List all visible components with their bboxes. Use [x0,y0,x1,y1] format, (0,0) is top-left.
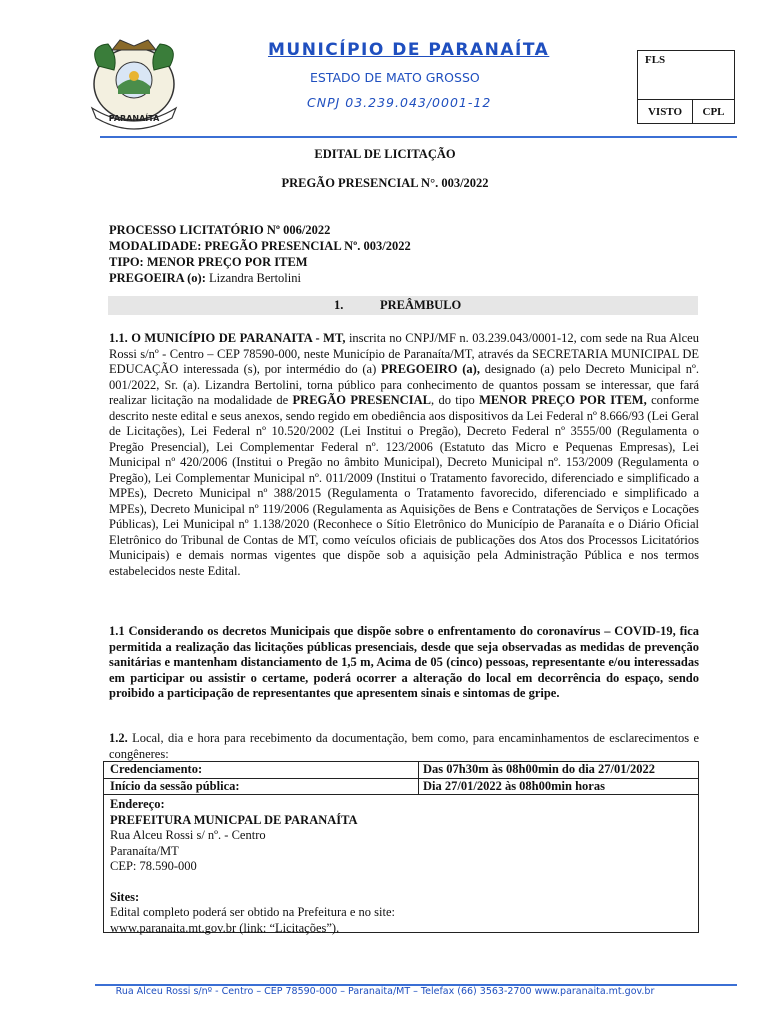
document-subtitle: PREGÃO PRESENCIAL N°. 003/2022 [281,176,489,190]
preamble-heading [108,296,698,315]
p1-text-g: conforme descrito neste edital e seus anexos, sendo regido em obediência aos dispositivos da Lei Federal nº 8.666/93 (Lei Geral de Licitações), Lei Federal nº 10.520/2002 (Lei Institui o Pregão), Decreto Federal nº 3555/00 (Regulamenta o Pregão Presencial), Lei Complementar Federal nº. 123/2006 (Estatuto das Micro e Pequenas Empresas), Lei Municipal nº 420/2006 (Institui o Pregão no âmbito Municipal), Decreto Municipal nº. 153/2009 (Regulamenta o Pregão), Lei Complementar Municipal nº. 011/2009 (Institui o Tratamento favorecido, diferenciado e simplificado a MPEs), Decreto Municipal nº 388/2015 (Regulamenta o Tratamento favorecido, diferenciado e simplificado a MPEs), Decreto Municipal nº 119/2006 (Regulamenta as Aquisições de Bens e Contratações de Serviços e Locações Públicas), Lei Municipal nº 1.138/2020 (Reconhece o Sítio Eletrônico do Município de Paranaíta e o Diário Oficial Eletrônico do Tribunal de Contas de MT, como veículos oficiais de publicações dos Atos dos Processos Licitatórios Municipais) e demais normas vigentes que dispõe sob a aquisição pela Administração Pública e nos termos estabelecidos neste Edital. [109,393,699,578]
address-line: Paranaíta/MT [110,843,179,858]
stamp-visto-label: VISTO [638,100,693,123]
sites-label: Sites: [110,889,140,904]
p1-lead: 1.1. O MUNICÍPIO DE PARANAITA - MT, [109,331,346,345]
header-divider [100,136,737,138]
p1-text-c: designado (a) pelo Decreto Municipal nº. 001/2022, Sr. (a). Lizandra Bertolini, torna público para conhecimento de quantos possam se interessar, que fará realizar licitação na modalidade de [109,362,699,407]
p1-modality: PREGÃO PRESENCIAL [292,393,431,407]
protocol-stamp-box [637,50,735,124]
address-line: CEP: 78.590-000 [110,859,197,873]
cnpj-number: CNPJ 03.239.043/0001-12 [307,95,492,110]
preamble-number: 1. [334,298,344,312]
stamp-cpl-label: CPL [702,105,725,118]
process-info [109,222,411,286]
process-pregoeira-label: PREGOEIRA (o): [109,271,206,285]
paragraph-1-1 [109,331,699,579]
p1-pregoeiro: PREGOEIRO (a), [381,362,480,376]
footer-address: Rua Alceu Rossi s/nº - Centro – CEP 78590-000 – Paranaita/MT – Telefax (66) 3563-2700 www.paranaita.mt.gov.br [115,986,655,997]
schedule-label: Credenciamento: [104,762,419,778]
schedule-label: Início da sessão pública: [104,779,419,795]
p1-type: MENOR PREÇO POR ITEM, [479,393,647,407]
process-pregoeira-name: Lizandra Bertolini [205,271,301,285]
stamp-fls-label: FLS [645,54,666,66]
p3-lead: 1.2. [109,731,128,745]
process-number: PROCESSO LICITATÓRIO Nº 006/2022 [109,223,331,237]
paragraph-covid: 1.1 Considerando os decretos Municipais que dispõe sobre o enfrentamento do coronavírus – COVID-19, fica permitida a realização das licitações públicas presenciais, desde que seja observadas as medidas de prevenção sanitárias e mantenham distanciamento de 1,5 m, Acima de 05 (cinco) pessoas, representante e/ou interessadas em participar ou assistir o certame, poderá ocorrer a alteração do local em decorrência do espaço, sendo proibido a participação de representantes que apresentem sinais e sintomas de gripe. [109,624,699,700]
table-row [103,761,699,778]
p1-text-a: inscrita no CNPJ/MF n. 03.239.043/0001-12, com sede na Rua Alceu Rossi s/nº - Centro – CEP 78590-000, neste Município de Paranaíta/MT, através da SECRETARIA MUNICIPAL DE EDUCAÇÃO interessada (s), por intermédio do (a) [109,331,699,376]
address-box [103,794,699,933]
document-title: EDITAL DE LICITAÇÃO [314,147,456,161]
process-modality: MODALIDADE: PREGÃO PRESENCIAL Nº. 003/2022 [109,239,411,253]
address-line: Rua Alceu Rossi s/ nº. - Centro [110,828,266,842]
sites-line: www.paranaita.mt.gov.br (link: “Licitações”). [110,920,340,935]
address-label: Endereço: [110,797,165,811]
state-name: ESTADO DE MATO GROSSO [310,70,480,85]
municipal-seal-logo [78,36,190,136]
seal-text: PARANAÍTA [108,114,160,123]
address-name: PREFEITURA MUNICPAL DE PARANAÍTA [110,812,358,827]
table-row [103,778,699,795]
process-type: TIPO: MENOR PREÇO POR ITEM [109,255,308,269]
preamble-label: PREÂMBULO [380,298,462,312]
p3-text: Local, dia e hora para recebimento da documentação, bem como, para encaminhamentos de esclarecimentos e congêneres: [109,731,699,761]
paragraph-1-2 [109,731,699,762]
p1-text-e: , do tipo [430,393,480,407]
sites-line: Edital completo poderá ser obtido na Prefeitura e no site: [110,905,395,919]
municipality-title: MUNICÍPIO DE PARANAÍTA [268,40,550,60]
schedule-value: Dia 27/01/2022 às 08h00min horas [423,778,605,793]
schedule-table [103,761,699,933]
schedule-value: Das 07h30m às 08h00min do dia 27/01/2022 [423,762,655,776]
